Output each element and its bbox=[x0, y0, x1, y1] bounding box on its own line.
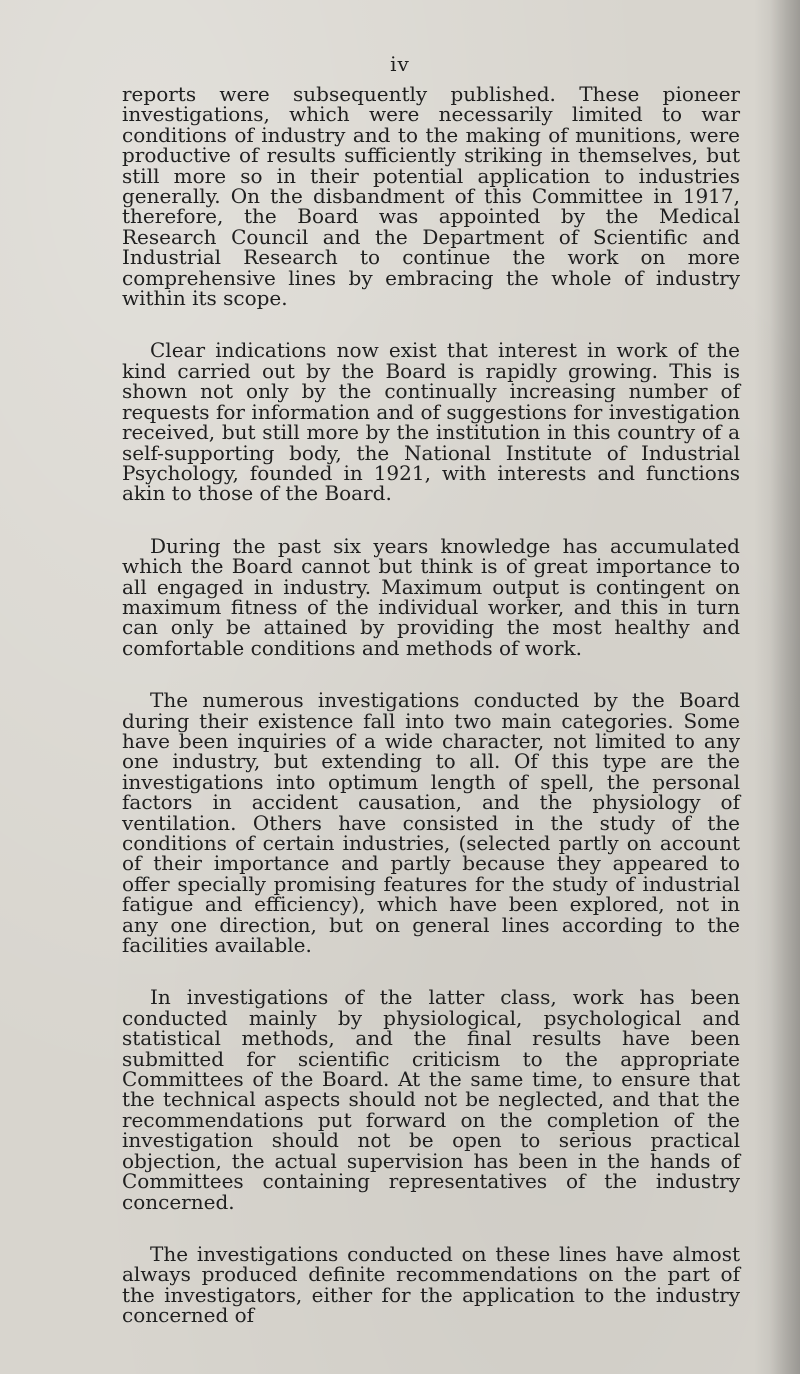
paragraph-3: During the past six years knowledge has accumulated which the Board cannot but think is of great importance to all engaged in industry. Maximum output is contingent on maximum fitness of the individual worker, and this in turn can only be attained by providing the most healthy and comfortable conditions and methods of work. bbox=[122, 533, 740, 660]
paragraph-1: reports were subsequently published. These pioneer investigations, which were necessarily limited to war conditions of industry and to the making of munitions, were productive of results sufficiently striking in themselves, but still more so in their potential application to industries generally. On the disbandment of this Committee in 1917, therefore, the Board was appointed by the Medical Research Council and the Department of Scientific and Industrial Research to continue the work on more comprehensive lines by embracing the whole of industry within its scope. bbox=[122, 82, 740, 311]
paragraph-2: Clear indications now exist that interest in work of the kind carried out by the Board is rapidly growing. This is shown not only by the continually increasing number of requests for information and of suggestions for investigation received, but still more by the institution in this country of a self-supporting body, the National Institute of Industrial Psychology, founded in 1921, with interests and functions akin to those of the Board. bbox=[122, 338, 740, 506]
paragraph-4: The numerous investigations conducted by the Board during their existence fall into two main categories. Some have been inquiries of a wide character, not limited to any one industry, but extending to all. Of this type are the investigations into optimum length of spell, the personal factors in accident causation, and the physiology of ventilation. Others have consisted in the study of the conditions of certain industries, (selected partly on account of their importance and partly because they appeared to offer specially promising features for the study of industrial fatigue and efficiency), which have been explored, not in any one direction, but on general lines according to the facilities available. bbox=[122, 688, 740, 958]
page-number: iv bbox=[390, 52, 410, 76]
paragraph-6: The investigations conducted on these lines have almost always produced definite recommendations on the part of the investigators, either for the application to the industry concerned of bbox=[122, 1241, 740, 1328]
page-edge-shadow bbox=[754, 0, 800, 1374]
body-text bbox=[122, 84, 740, 1358]
paragraph-5: In investigations of the latter class, work has been conducted mainly by physiological, psychological and statistical methods, and the final results have been submitted for scientific criticism to the appropriate Committees of the Board. At the same time, to ensure that the technical aspects should not be neglected, and that the recommendations put forward on the completion of the investigation should not be open to serious practical objection, the actual supervision has been in the hands of Committees containing representatives of the industry concerned. bbox=[122, 985, 740, 1214]
